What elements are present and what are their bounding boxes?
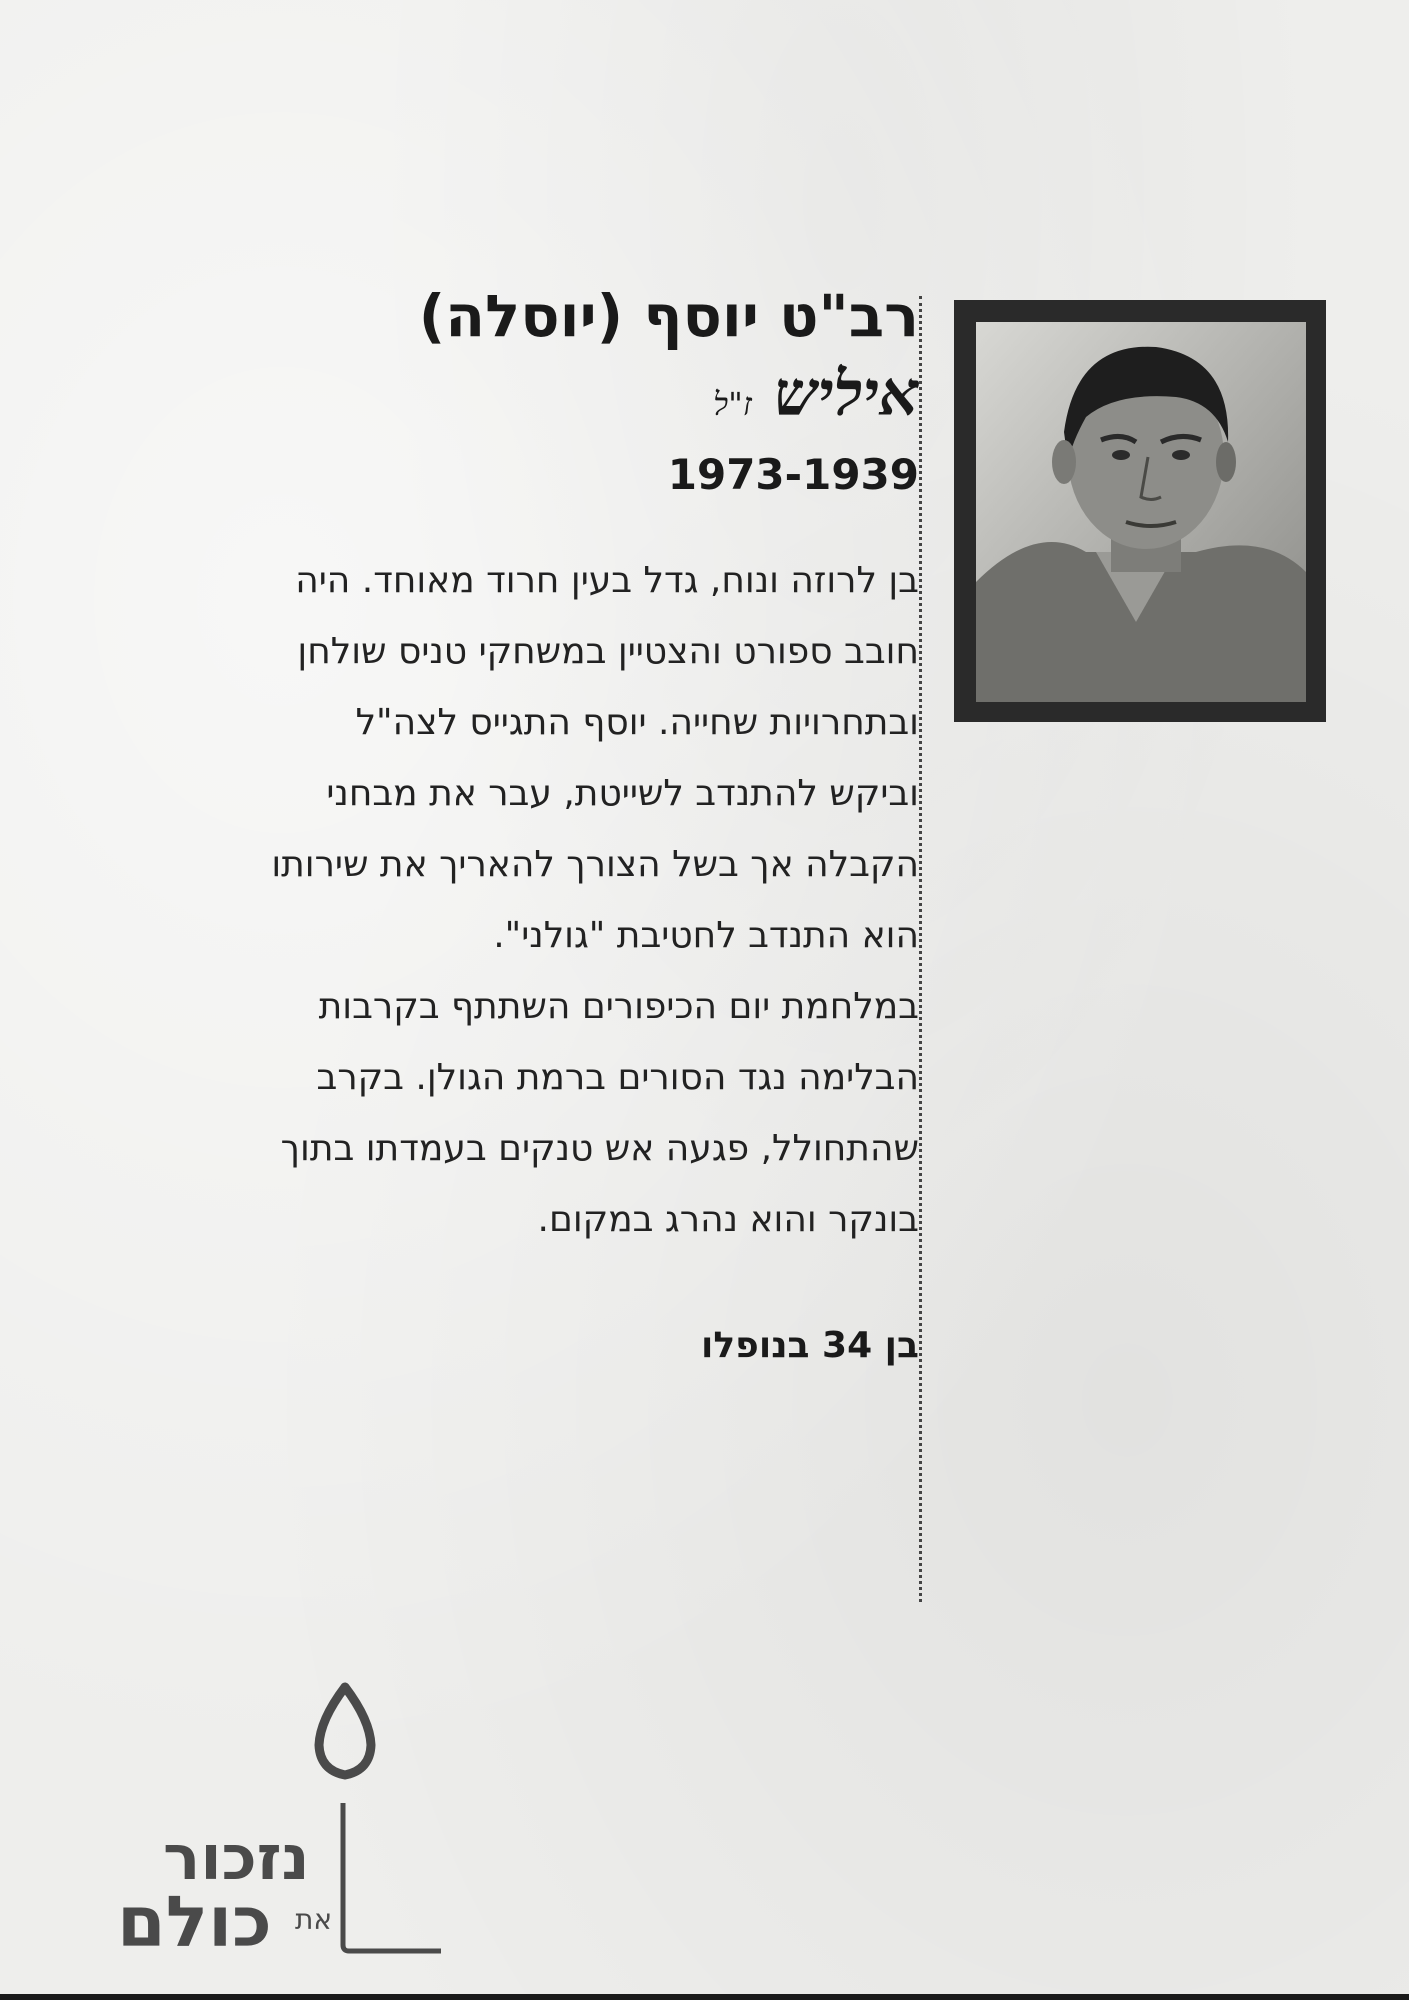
honorific: ז"ל <box>713 385 752 423</box>
remember-them-all-logo <box>115 1675 455 1975</box>
surname-row <box>199 356 919 432</box>
dotted-divider <box>919 296 922 1602</box>
bio-line: חובב ספורט והצטיין במשחקי טניס שולחן <box>297 631 919 672</box>
bio-line: בן לרוזה ונוח, גדל בעין חרוד מאוחד. היה <box>295 560 919 601</box>
bio-line: ובתחרויות שחייה. יוסף התגייס לצה"ל <box>355 702 919 743</box>
portrait-frame <box>954 300 1326 722</box>
bio-line: הקבלה אך בשל הצורך להאריך את שירותו <box>271 844 919 885</box>
memorial-text-column <box>199 280 919 1366</box>
bio-line: וביקש להתנדב לשייטת, עבר את מבחני <box>326 773 919 814</box>
bio-line: בונקר והוא נהרג במקום. <box>537 1199 919 1240</box>
portrait-photo <box>976 322 1306 702</box>
bio-line: הבלימה נגד הסורים ברמת הגולן. בקרב <box>316 1057 919 1098</box>
bio-line: במלחמת יום הכיפורים השתתף בקרבות <box>318 986 919 1027</box>
bio-line: שהתחולל, פגעה אש טנקים בעמדתו בתוך <box>280 1128 919 1169</box>
logo-word-et: את <box>295 1903 333 1936</box>
soldier-rank-name: רב"ט יוסף (יוסלה) <box>418 282 919 350</box>
bottom-rule <box>0 1994 1409 2000</box>
bio-line: הוא התנדב לחטיבת "גולני". <box>493 915 919 956</box>
life-years: 1973-1939 <box>667 450 919 499</box>
logo-word-all: כולם <box>117 1881 272 1963</box>
biography <box>199 545 919 1255</box>
soldier-surname: איליש <box>773 357 919 430</box>
logo-word-remember: נזכור <box>163 1821 310 1894</box>
portrait-illustration <box>976 322 1306 702</box>
age-at-death: בן 34 בנופלו <box>701 1325 919 1366</box>
